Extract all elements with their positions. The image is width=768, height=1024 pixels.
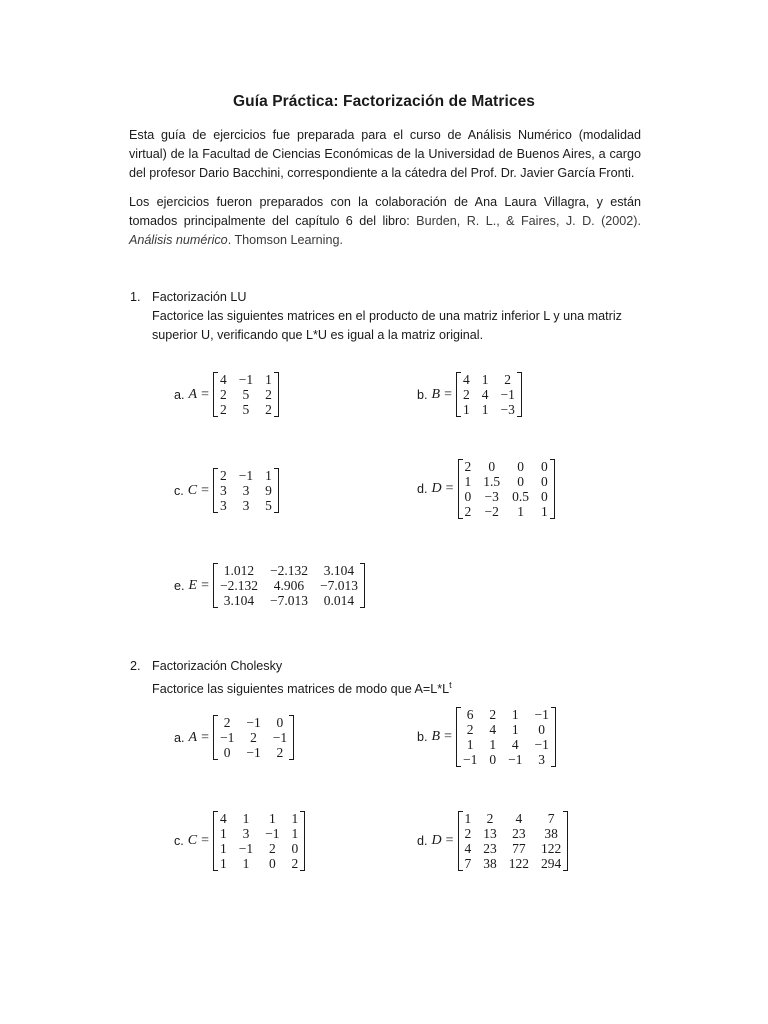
matrix-name: C <box>187 482 198 498</box>
matrix-row <box>219 715 288 730</box>
matrix-cell: 2 <box>464 504 472 519</box>
matrix <box>456 372 522 417</box>
section-number: 1. <box>130 290 141 304</box>
exercise-cholesky-d <box>417 811 568 871</box>
matrix-cell: 1 <box>242 856 250 871</box>
matrix-cell: 2 <box>464 459 472 474</box>
matrix-cell: 3.104 <box>323 563 355 578</box>
exercise-label: c. <box>174 483 184 498</box>
matrix-cell: 1 <box>462 402 470 417</box>
matrix-cell: 1 <box>511 722 519 737</box>
matrix-row <box>219 811 299 826</box>
matrix-cell: 4 <box>515 811 523 826</box>
matrix-cell: −1 <box>272 730 288 745</box>
instruction-text: Factorice las siguientes matrices de modo que A=L*L <box>152 682 450 697</box>
matrix-row <box>219 856 299 871</box>
matrix-row <box>462 737 550 752</box>
section-lu <box>130 288 650 345</box>
matrix-entries <box>219 811 299 871</box>
matrix-cell: −1 <box>462 752 478 767</box>
matrix-cell: 1 <box>265 372 272 387</box>
matrix-cell: 1.5 <box>483 474 501 489</box>
matrix-cell: 0 <box>517 474 524 489</box>
section-instruction: Factorice las siguientes matrices en el producto de una matriz inferior L y una matriz superior U, verificando que L*U es igual a la matriz original. <box>152 309 622 342</box>
matrix-row <box>464 474 549 489</box>
matrix-cell: 1 <box>220 826 227 841</box>
intro-text-1: Esta guía de ejercicios fue preparada para el curso de Análisis Numérico (modalidad virtual) de la Facultad de Ciencias Económicas de la Universidad de Buenos Aires, a cargo del profesor Dario Bacchini, correspondiente a la cátedra del Prof. Dr. Javier García Fronti. <box>129 128 641 180</box>
matrix-row <box>462 387 516 402</box>
left-bracket <box>214 715 218 760</box>
matrix-row <box>464 489 549 504</box>
matrix-name: D <box>431 481 442 496</box>
matrix-row <box>219 402 273 417</box>
equals-sign: = <box>201 482 210 498</box>
exercise-lu-c <box>174 468 279 513</box>
matrix-row <box>464 811 563 826</box>
exercise-lu-a <box>174 372 279 417</box>
matrix-row <box>219 483 273 498</box>
matrix <box>213 563 365 608</box>
matrix-name: E <box>188 577 198 593</box>
matrix-entries <box>462 372 516 417</box>
left-bracket <box>214 372 218 417</box>
matrix-name: D <box>431 833 442 848</box>
matrix-cell: 0.5 <box>512 489 530 504</box>
matrix-cell: 0 <box>223 745 231 760</box>
matrix-cell: −1 <box>534 707 549 722</box>
matrix-entries <box>462 707 550 767</box>
exercise-cholesky-b <box>417 707 556 767</box>
matrix-cell: −1 <box>508 752 523 767</box>
left-bracket <box>459 811 463 871</box>
matrix-cell: 122 <box>508 856 530 871</box>
matrix-row <box>219 563 359 578</box>
matrix-cell: −3 <box>484 489 499 504</box>
right-bracket <box>550 459 554 519</box>
matrix-cell: 5 <box>242 387 250 402</box>
exercise-label: d. <box>417 834 428 848</box>
matrix <box>456 707 556 767</box>
matrix-cell: 0 <box>276 715 284 730</box>
right-bracket <box>360 563 364 608</box>
matrix-cell: 2 <box>489 707 497 722</box>
section-heading: Factorización LU <box>152 290 247 304</box>
matrix-cell: 77 <box>512 841 526 856</box>
matrix-cell: 2 <box>265 402 272 417</box>
exercise-label: c. <box>174 834 184 848</box>
matrix-row <box>219 387 273 402</box>
matrix-cell: 2 <box>276 745 284 760</box>
matrix-cell: 1.012 <box>223 563 255 578</box>
matrix-cell: 1 <box>291 811 299 826</box>
matrix-cell: 0.014 <box>323 593 355 608</box>
left-bracket <box>214 468 218 513</box>
matrix-entries <box>464 459 549 519</box>
matrix-cell: 122 <box>541 841 562 856</box>
matrix-cell: −2.132 <box>219 578 258 593</box>
matrix-row <box>219 826 299 841</box>
matrix-cell: 3 <box>242 826 250 841</box>
matrix-cell: 4 <box>489 722 497 737</box>
equals-sign: = <box>201 833 210 848</box>
section-instruction <box>152 676 650 699</box>
matrix-cell: 1 <box>268 811 276 826</box>
matrix-cell: 0 <box>538 722 546 737</box>
matrix-cell: 4 <box>219 372 227 387</box>
citation-publisher: . Thomson Learning. <box>227 233 343 247</box>
matrix-row <box>219 468 273 483</box>
matrix-cell: 1 <box>220 841 227 856</box>
matrix-cell: −1 <box>265 826 280 841</box>
matrix-cell: 0 <box>489 752 497 767</box>
matrix-cell: −2.132 <box>269 563 308 578</box>
matrix-name: A <box>188 386 198 402</box>
exercise-label: d. <box>417 482 428 496</box>
left-bracket <box>459 459 463 519</box>
matrix-cell: 4 <box>481 387 489 402</box>
exercise-cholesky-c <box>174 811 305 871</box>
matrix-cell: 5 <box>265 498 272 513</box>
matrix-row <box>219 745 288 760</box>
matrix-cell: 6 <box>466 707 474 722</box>
matrix-cell: 2 <box>219 402 227 417</box>
matrix-cell: 1 <box>466 737 474 752</box>
matrix-cell: 2 <box>466 722 474 737</box>
intro-paragraph-2 <box>129 193 641 250</box>
matrix-cell: 1 <box>481 402 489 417</box>
matrix-cell: 1 <box>517 504 524 519</box>
equals-sign: = <box>201 386 209 402</box>
matrix-cell: −1 <box>238 372 254 387</box>
matrix-cell: 1 <box>291 826 299 841</box>
matrix-entries <box>219 468 273 513</box>
exercise-cholesky-a <box>174 715 294 760</box>
matrix-row <box>219 730 288 745</box>
matrix-cell: 0 <box>541 474 548 489</box>
matrix-cell: 2 <box>504 372 512 387</box>
equals-sign: = <box>444 386 452 402</box>
matrix-cell: 7 <box>464 856 472 871</box>
matrix-cell: 0 <box>541 459 548 474</box>
matrix <box>213 372 279 417</box>
citation-book-title: Análisis numérico <box>129 233 228 247</box>
matrix <box>458 811 569 871</box>
matrix-row <box>464 856 563 871</box>
matrix-row <box>464 841 563 856</box>
matrix-row <box>464 504 549 519</box>
matrix-cell: −3 <box>500 402 515 417</box>
matrix-cell: 294 <box>541 856 562 871</box>
matrix-cell: 0 <box>291 841 299 856</box>
matrix-cell: −7.013 <box>319 578 358 593</box>
section-heading: Factorización Cholesky <box>152 659 283 673</box>
matrix-cell: 1 <box>489 737 497 752</box>
exercise-label: a. <box>174 387 185 402</box>
page-title: Guía Práctica: Factorización de Matrices <box>232 93 536 110</box>
matrix-cell: 1 <box>220 856 227 871</box>
matrix-cell: 2 <box>220 468 227 483</box>
transpose-superscript: t <box>449 680 452 690</box>
matrix-cell: −1 <box>246 745 261 760</box>
matrix-cell: 0 <box>541 489 548 504</box>
matrix-row <box>462 402 516 417</box>
matrix-cell: 0 <box>268 856 276 871</box>
matrix-row <box>219 841 299 856</box>
matrix-cell: 3.104 <box>223 593 255 608</box>
matrix-row <box>462 707 550 722</box>
matrix-cell: 1 <box>464 811 472 826</box>
matrix-row <box>462 752 550 767</box>
matrix-entries <box>219 563 359 608</box>
matrix-cell: 2 <box>223 715 231 730</box>
matrix-name: A <box>188 729 198 745</box>
matrix-cell: 38 <box>483 856 497 871</box>
section-cholesky <box>130 657 650 699</box>
matrix-cell: 2 <box>219 387 227 402</box>
matrix-cell: 23 <box>483 841 497 856</box>
section-number: 2. <box>130 659 141 673</box>
equals-sign: = <box>444 729 452 744</box>
matrix-row <box>462 722 550 737</box>
right-bracket <box>563 811 567 871</box>
matrix-cell: −7.013 <box>269 593 308 608</box>
matrix-name: C <box>187 833 198 848</box>
intro-paragraph-1 <box>129 126 641 183</box>
exercise-lu-e <box>174 563 365 608</box>
left-bracket <box>457 707 461 767</box>
matrix-name: B <box>431 729 441 744</box>
exercise-label: a. <box>174 730 185 745</box>
matrix-cell: −1 <box>238 841 254 856</box>
matrix-name: B <box>431 386 441 402</box>
matrix-cell: −1 <box>246 715 261 730</box>
matrix-cell: 23 <box>512 826 526 841</box>
matrix-cell: 2 <box>268 841 276 856</box>
left-bracket <box>457 372 461 417</box>
right-bracket <box>274 468 278 513</box>
matrix-cell: 2 <box>291 856 299 871</box>
matrix-entries <box>219 715 288 760</box>
matrix-cell: 0 <box>488 459 496 474</box>
matrix <box>213 715 294 760</box>
matrix <box>213 811 305 871</box>
matrix-cell: 1 <box>511 707 519 722</box>
matrix-cell: 2 <box>464 826 472 841</box>
citation-authors: Burden, R. L., & Faires, J. D. (2002). <box>416 214 641 228</box>
matrix-cell: 38 <box>544 826 558 841</box>
matrix-entries <box>464 811 563 871</box>
right-bracket <box>300 811 304 871</box>
matrix <box>458 459 555 519</box>
matrix-cell: 2 <box>250 730 257 745</box>
matrix-row <box>219 372 273 387</box>
matrix-cell: 4 <box>220 811 227 826</box>
matrix-cell: 3 <box>220 483 227 498</box>
matrix-cell: 2 <box>462 387 470 402</box>
exercise-label: b. <box>417 387 428 402</box>
matrix-cell: 4 <box>464 841 472 856</box>
right-bracket <box>274 372 278 417</box>
matrix-cell: 5 <box>242 402 250 417</box>
matrix-row <box>464 459 549 474</box>
matrix-cell: −1 <box>238 468 254 483</box>
left-bracket <box>214 811 218 871</box>
matrix-entries <box>219 372 273 417</box>
right-bracket <box>517 372 521 417</box>
matrix-cell: 13 <box>483 826 497 841</box>
matrix-cell: 0 <box>464 489 472 504</box>
equals-sign: = <box>201 729 209 745</box>
matrix-cell: 1 <box>242 811 250 826</box>
matrix-row <box>219 578 359 593</box>
matrix-cell: 2 <box>486 811 494 826</box>
matrix-cell: −1 <box>534 737 549 752</box>
matrix-cell: 3 <box>538 752 546 767</box>
matrix-row <box>462 372 516 387</box>
right-bracket <box>289 715 293 760</box>
matrix-cell: 7 <box>547 811 555 826</box>
matrix-cell: 3 <box>220 498 227 513</box>
exercise-label: b. <box>417 730 428 744</box>
intro-text-2-body: Los ejercicios fueron preparados con la colaboración de Ana Laura Villagra, y están tomados principalmente del capítulo 6 del libro: <box>129 195 641 228</box>
matrix-cell: 4.906 <box>273 578 305 593</box>
exercise-lu-d <box>417 459 555 519</box>
matrix-cell: −1 <box>219 730 235 745</box>
right-bracket <box>551 707 555 767</box>
matrix-cell: 0 <box>517 459 524 474</box>
matrix-row <box>464 826 563 841</box>
matrix-cell: 2 <box>265 387 272 402</box>
left-bracket <box>214 563 218 608</box>
matrix-cell: 4 <box>462 372 470 387</box>
matrix <box>213 468 279 513</box>
matrix-cell: 9 <box>265 483 272 498</box>
matrix-cell: −2 <box>484 504 499 519</box>
equals-sign: = <box>201 577 209 593</box>
section-body <box>152 288 650 345</box>
matrix-cell: 1 <box>464 474 472 489</box>
intro-text-2 <box>129 193 641 250</box>
matrix-cell: 1 <box>481 372 489 387</box>
matrix-cell: 3 <box>242 483 250 498</box>
matrix-cell: 1 <box>541 504 548 519</box>
exercise-label: e. <box>174 578 185 593</box>
matrix-row <box>219 498 273 513</box>
matrix-cell: −1 <box>500 387 515 402</box>
equals-sign: = <box>445 833 454 848</box>
matrix-cell: 3 <box>242 498 250 513</box>
exercise-lu-b <box>417 372 522 417</box>
section-body <box>152 657 650 699</box>
matrix-row <box>219 593 359 608</box>
equals-sign: = <box>445 481 454 496</box>
matrix-cell: 1 <box>265 468 272 483</box>
matrix-cell: 4 <box>511 737 519 752</box>
